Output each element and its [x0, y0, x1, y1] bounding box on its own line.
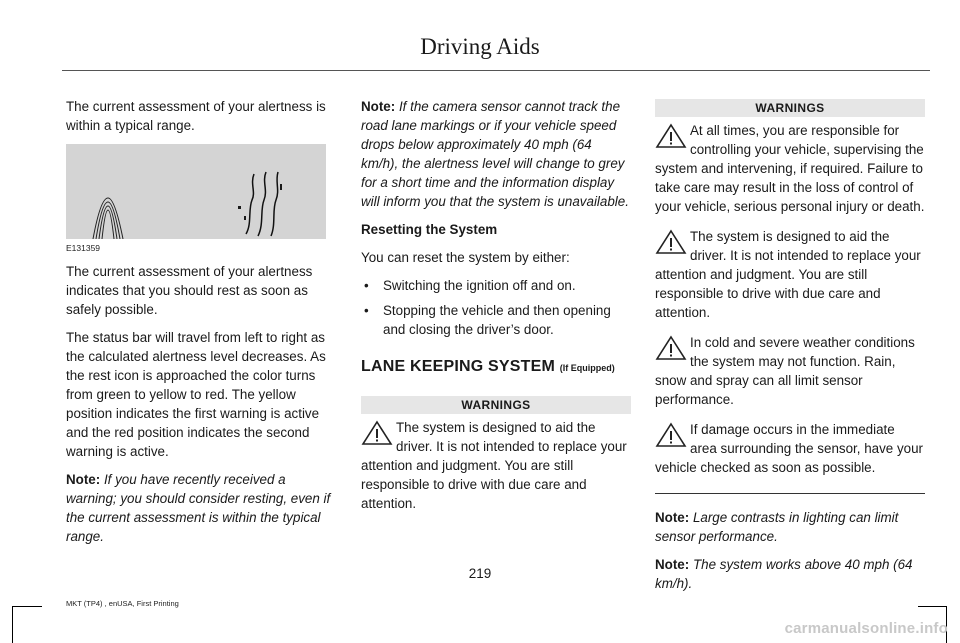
column-3 [655, 99, 925, 602]
paragraph: The current assessment of your alertness is within a typical range. [66, 99, 326, 133]
warnings-header: WARNINGS [361, 396, 631, 414]
warning-block [655, 333, 925, 409]
note-label: Note: [655, 510, 690, 525]
note-label: Note: [66, 472, 101, 487]
section-heading [361, 357, 631, 378]
crop-mark [12, 607, 13, 643]
list-item-text: Stopping the vehicle and then opening and closing the driver’s door. [383, 303, 611, 337]
warning-block [361, 418, 631, 513]
note [66, 470, 336, 546]
warning-triangle-icon [655, 335, 687, 361]
bullet: • [364, 278, 369, 293]
warning-triangle-icon [655, 229, 687, 255]
paragraph: The current assessment of your alertness indicates that you should rest as soon as safely possible. [66, 264, 313, 317]
note-text: If the camera sensor cannot track the road lane markings or if your vehicle speed drops below approximately 40 mph (64 km/h), the alertness level will change to grey for a short time and the information display will inform you that the system is unavailable. [361, 99, 629, 209]
note [361, 97, 631, 211]
bullet: • [364, 303, 369, 318]
list-item-text: Switching the ignition off and on. [383, 278, 576, 293]
warning-triangle-icon [361, 420, 393, 446]
crop-mark [918, 606, 947, 607]
figure-id: E131359 [66, 243, 101, 253]
column-2 [361, 97, 631, 524]
section-suffix: (If Equipped) [559, 363, 615, 373]
header-divider [62, 70, 930, 71]
alertness-display-image [66, 144, 326, 239]
warning-triangle-icon [655, 422, 687, 448]
warnings-end-divider [655, 493, 925, 494]
watermark: carmanualsonline.info [784, 620, 948, 637]
edition-text: MKT (TP4) , enUSA, First Printing [66, 599, 179, 608]
warning-text: If damage occurs in the immediate area surrounding the sensor, have your vehicle checked as soon as possible. [655, 422, 923, 475]
paragraph: You can reset the system by either: [361, 250, 570, 265]
crop-mark [12, 606, 42, 607]
warning-block [655, 420, 925, 477]
resetting-heading: Resetting the System [361, 222, 498, 237]
page-number: 219 [468, 566, 492, 581]
note [655, 508, 925, 546]
page-title: Driving Aids [420, 34, 540, 59]
warning-text: In cold and severe weather conditions the system may not function. Rain, snow and spray can all limit sensor performance. [655, 335, 915, 407]
paragraph: The status bar will travel from left to right as the calculated alertness level decreases. As the rest icon is approached the color turns from green to yellow to red. The yellow position indicates the first warning is active and the red position indicates the second warning is active. [66, 330, 326, 459]
alertness-figure [66, 144, 326, 239]
note-label: Note: [361, 99, 396, 114]
section-title: LANE KEEPING SYSTEM [361, 358, 556, 375]
list-item [361, 301, 631, 339]
list-item [361, 276, 631, 295]
column-1 [66, 97, 336, 555]
note-text: If you have recently received a warning; you should consider resting, even if the current assessment is within the typical range. [66, 472, 331, 544]
warning-block [655, 227, 925, 322]
warnings-header: WARNINGS [655, 99, 925, 117]
warning-text: At all times, you are responsible for controlling your vehicle, supervising the system and intervening, if required. Failure to take care may result in the loss of control of your vehicle, serious personal injury or death. [655, 123, 925, 214]
reset-list [361, 276, 631, 339]
note-text: The system works above 40 mph (64 km/h). [655, 557, 913, 591]
note-text: Large contrasts in lighting can limit sensor performance. [655, 510, 899, 544]
warning-text: The system is designed to aid the driver. It is not intended to replace your attention and judgment. You are still responsible to drive with due care and attention. [361, 420, 627, 511]
warning-triangle-icon [655, 123, 687, 149]
warning-text: The system is designed to aid the driver. It is not intended to replace your attention and judgment. You are still responsible to drive with due care and attention. [655, 229, 921, 320]
warning-block [655, 121, 925, 216]
note-label: Note: [655, 557, 690, 572]
